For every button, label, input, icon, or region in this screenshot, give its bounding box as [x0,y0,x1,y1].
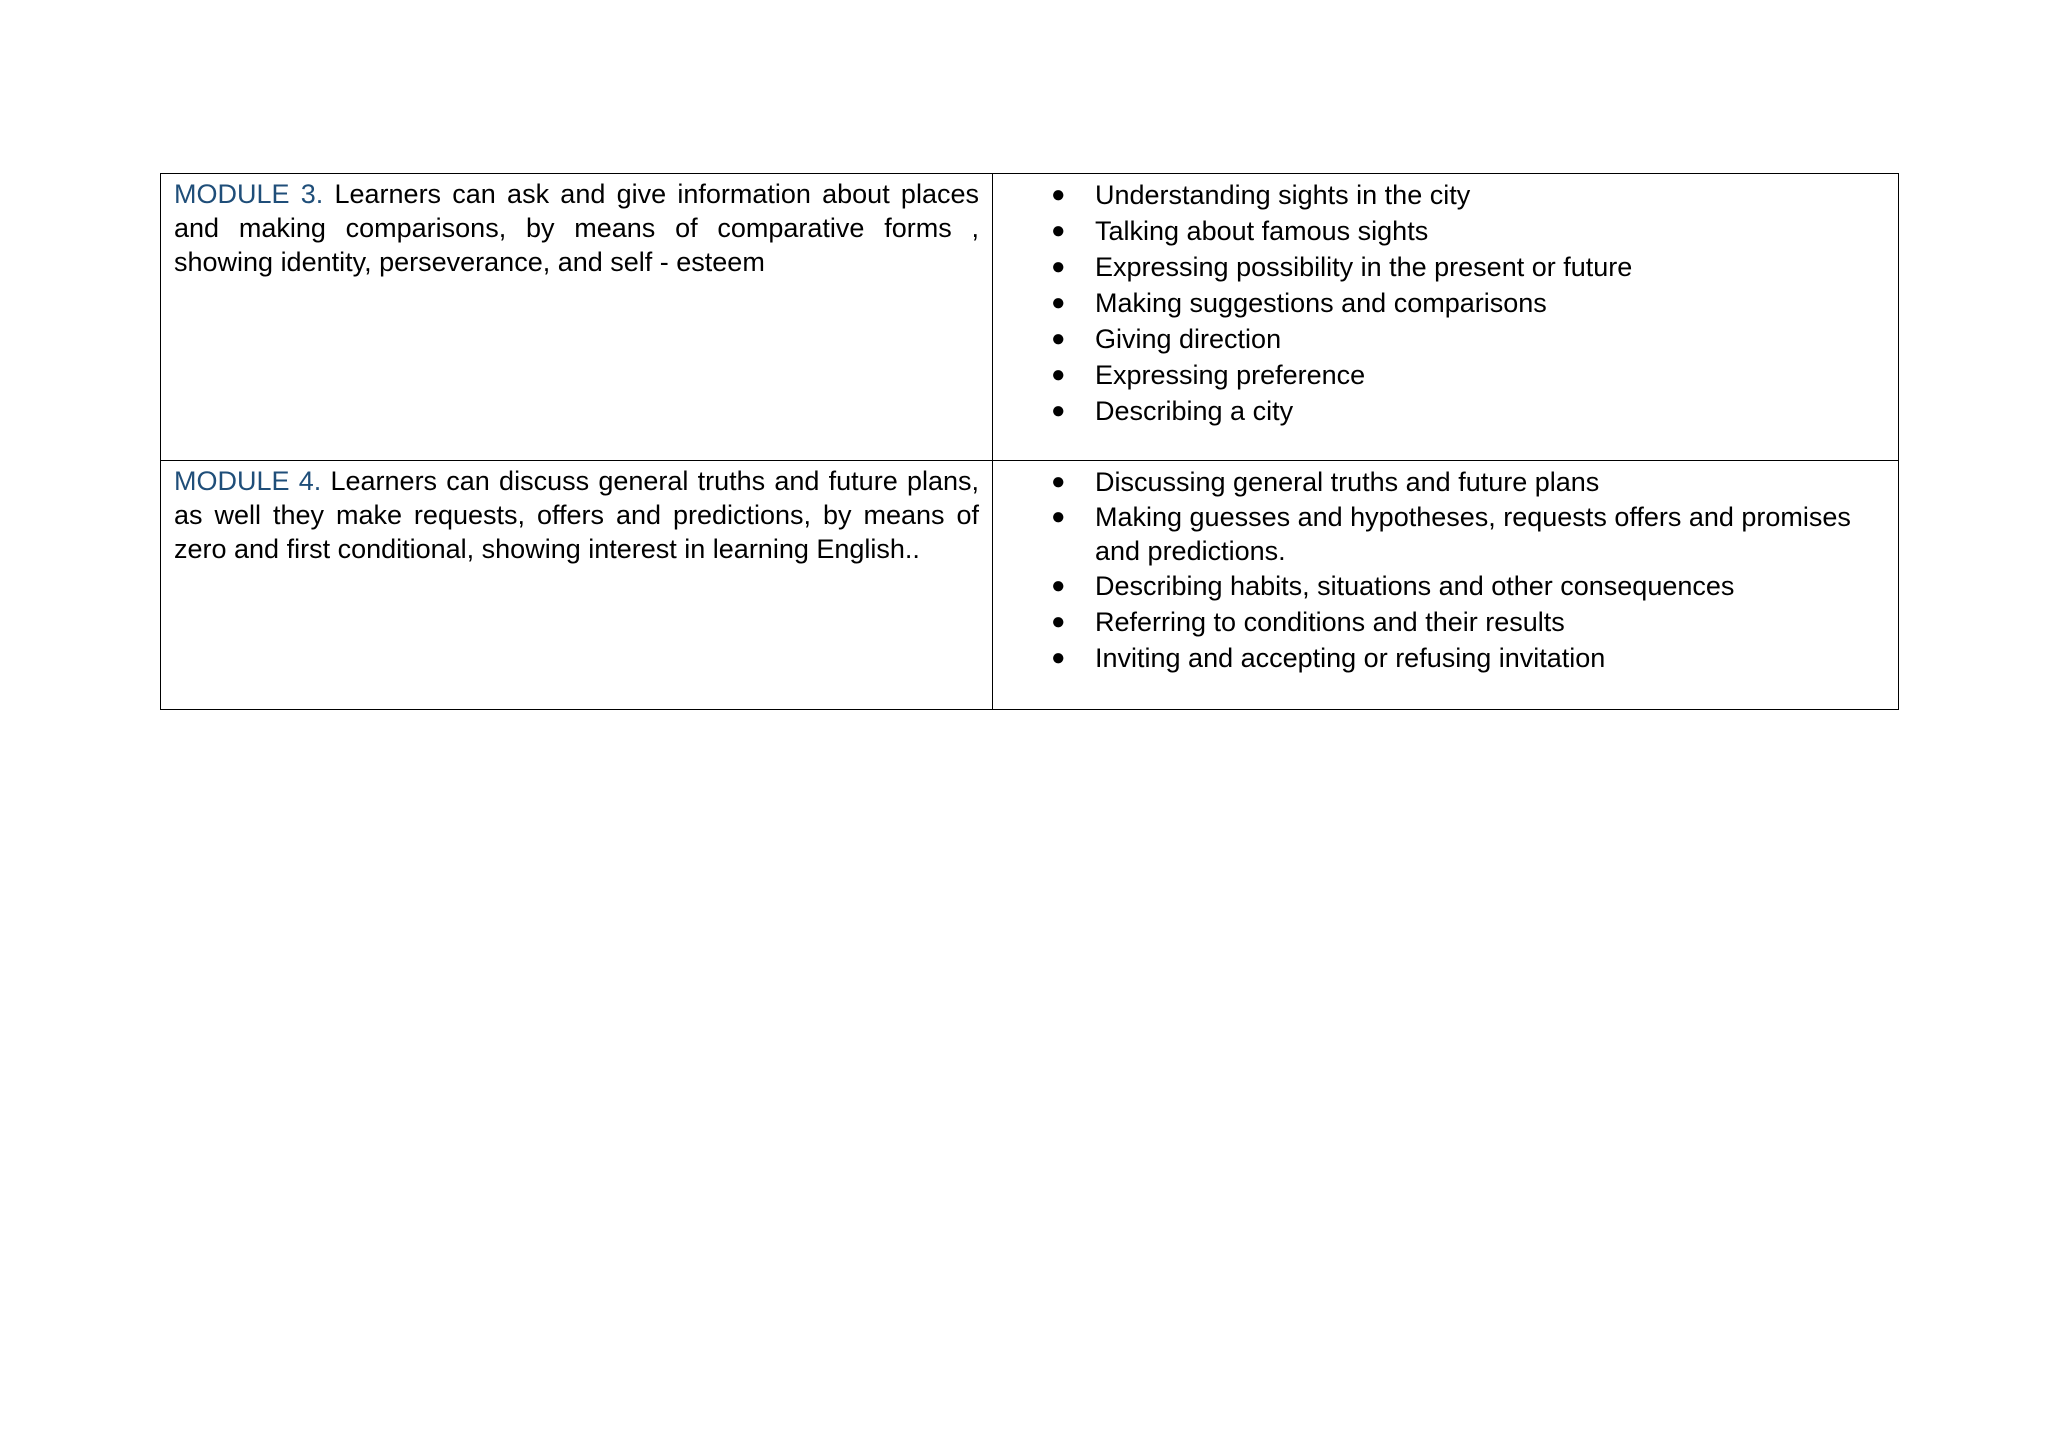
list-item [993,249,1898,285]
module-4-description [161,461,992,566]
bullet-icon: ● [1051,181,1066,208]
module-4-description-cell [161,461,993,710]
list-item [993,285,1898,321]
bullet-icon: ● [1051,608,1066,635]
bullet-icon: ● [1051,253,1066,280]
list-item [993,464,1898,500]
bullet-icon: ● [1051,217,1066,244]
bullet-icon: ● [1051,289,1066,316]
bullet-icon: ● [1051,468,1066,495]
module-3-description [161,174,992,279]
modules-table [160,173,1899,710]
module-3-label: MODULE 3. [174,179,324,209]
list-item-text: Making suggestions and comparisons [1095,288,1547,318]
bullet-icon: ● [1051,644,1066,671]
list-item [993,213,1898,249]
bullet-icon: ● [1051,325,1066,352]
list-item [993,357,1898,393]
list-item [993,568,1898,604]
list-item [993,393,1898,429]
table-row [161,174,1899,461]
list-item-text: Describing a city [1095,396,1294,426]
module-3-description-text: Learners can ask and give information about places and making comparisons, by means of comparative forms , showing identity, perseverance, and self - esteem [174,179,979,277]
list-item-text: Discussing general truths and future plans [1095,467,1600,497]
list-item-text: Talking about famous sights [1095,216,1429,246]
table-row [161,461,1899,710]
module-4-description-text: Learners can discuss general truths and future plans, as well they make requests, offers and predictions, by means of zero and first conditional, showing interest in learning English.. [174,466,979,564]
list-item-text: Giving direction [1095,324,1282,354]
bullet-icon: ● [1051,397,1066,424]
list-item [993,321,1898,357]
list-item-text: Expressing preference [1095,360,1366,390]
list-item-text: Referring to conditions and their results [1095,607,1565,637]
list-item [993,604,1898,640]
module-3-description-cell [161,174,993,461]
list-item [993,500,1898,568]
list-item-text: Inviting and accepting or refusing invitation [1095,643,1606,673]
bullet-icon: ● [1051,361,1066,388]
bullet-icon: ● [1051,503,1066,530]
module-3-skills-list [993,174,1898,429]
list-item-text: Making guesses and hypotheses, requests offers and promises and predictions. [1095,502,1851,566]
list-item-text: Understanding sights in the city [1095,180,1471,210]
list-item [993,177,1898,213]
module-4-skills-cell [993,461,1899,710]
list-item [993,640,1898,676]
module-4-skills-list [993,461,1898,676]
list-item-text: Expressing possibility in the present or future [1095,252,1633,282]
list-item-text: Describing habits, situations and other consequences [1095,571,1735,601]
module-4-label: MODULE 4. [174,466,322,496]
bullet-icon: ● [1051,572,1066,599]
module-3-skills-cell [993,174,1899,461]
